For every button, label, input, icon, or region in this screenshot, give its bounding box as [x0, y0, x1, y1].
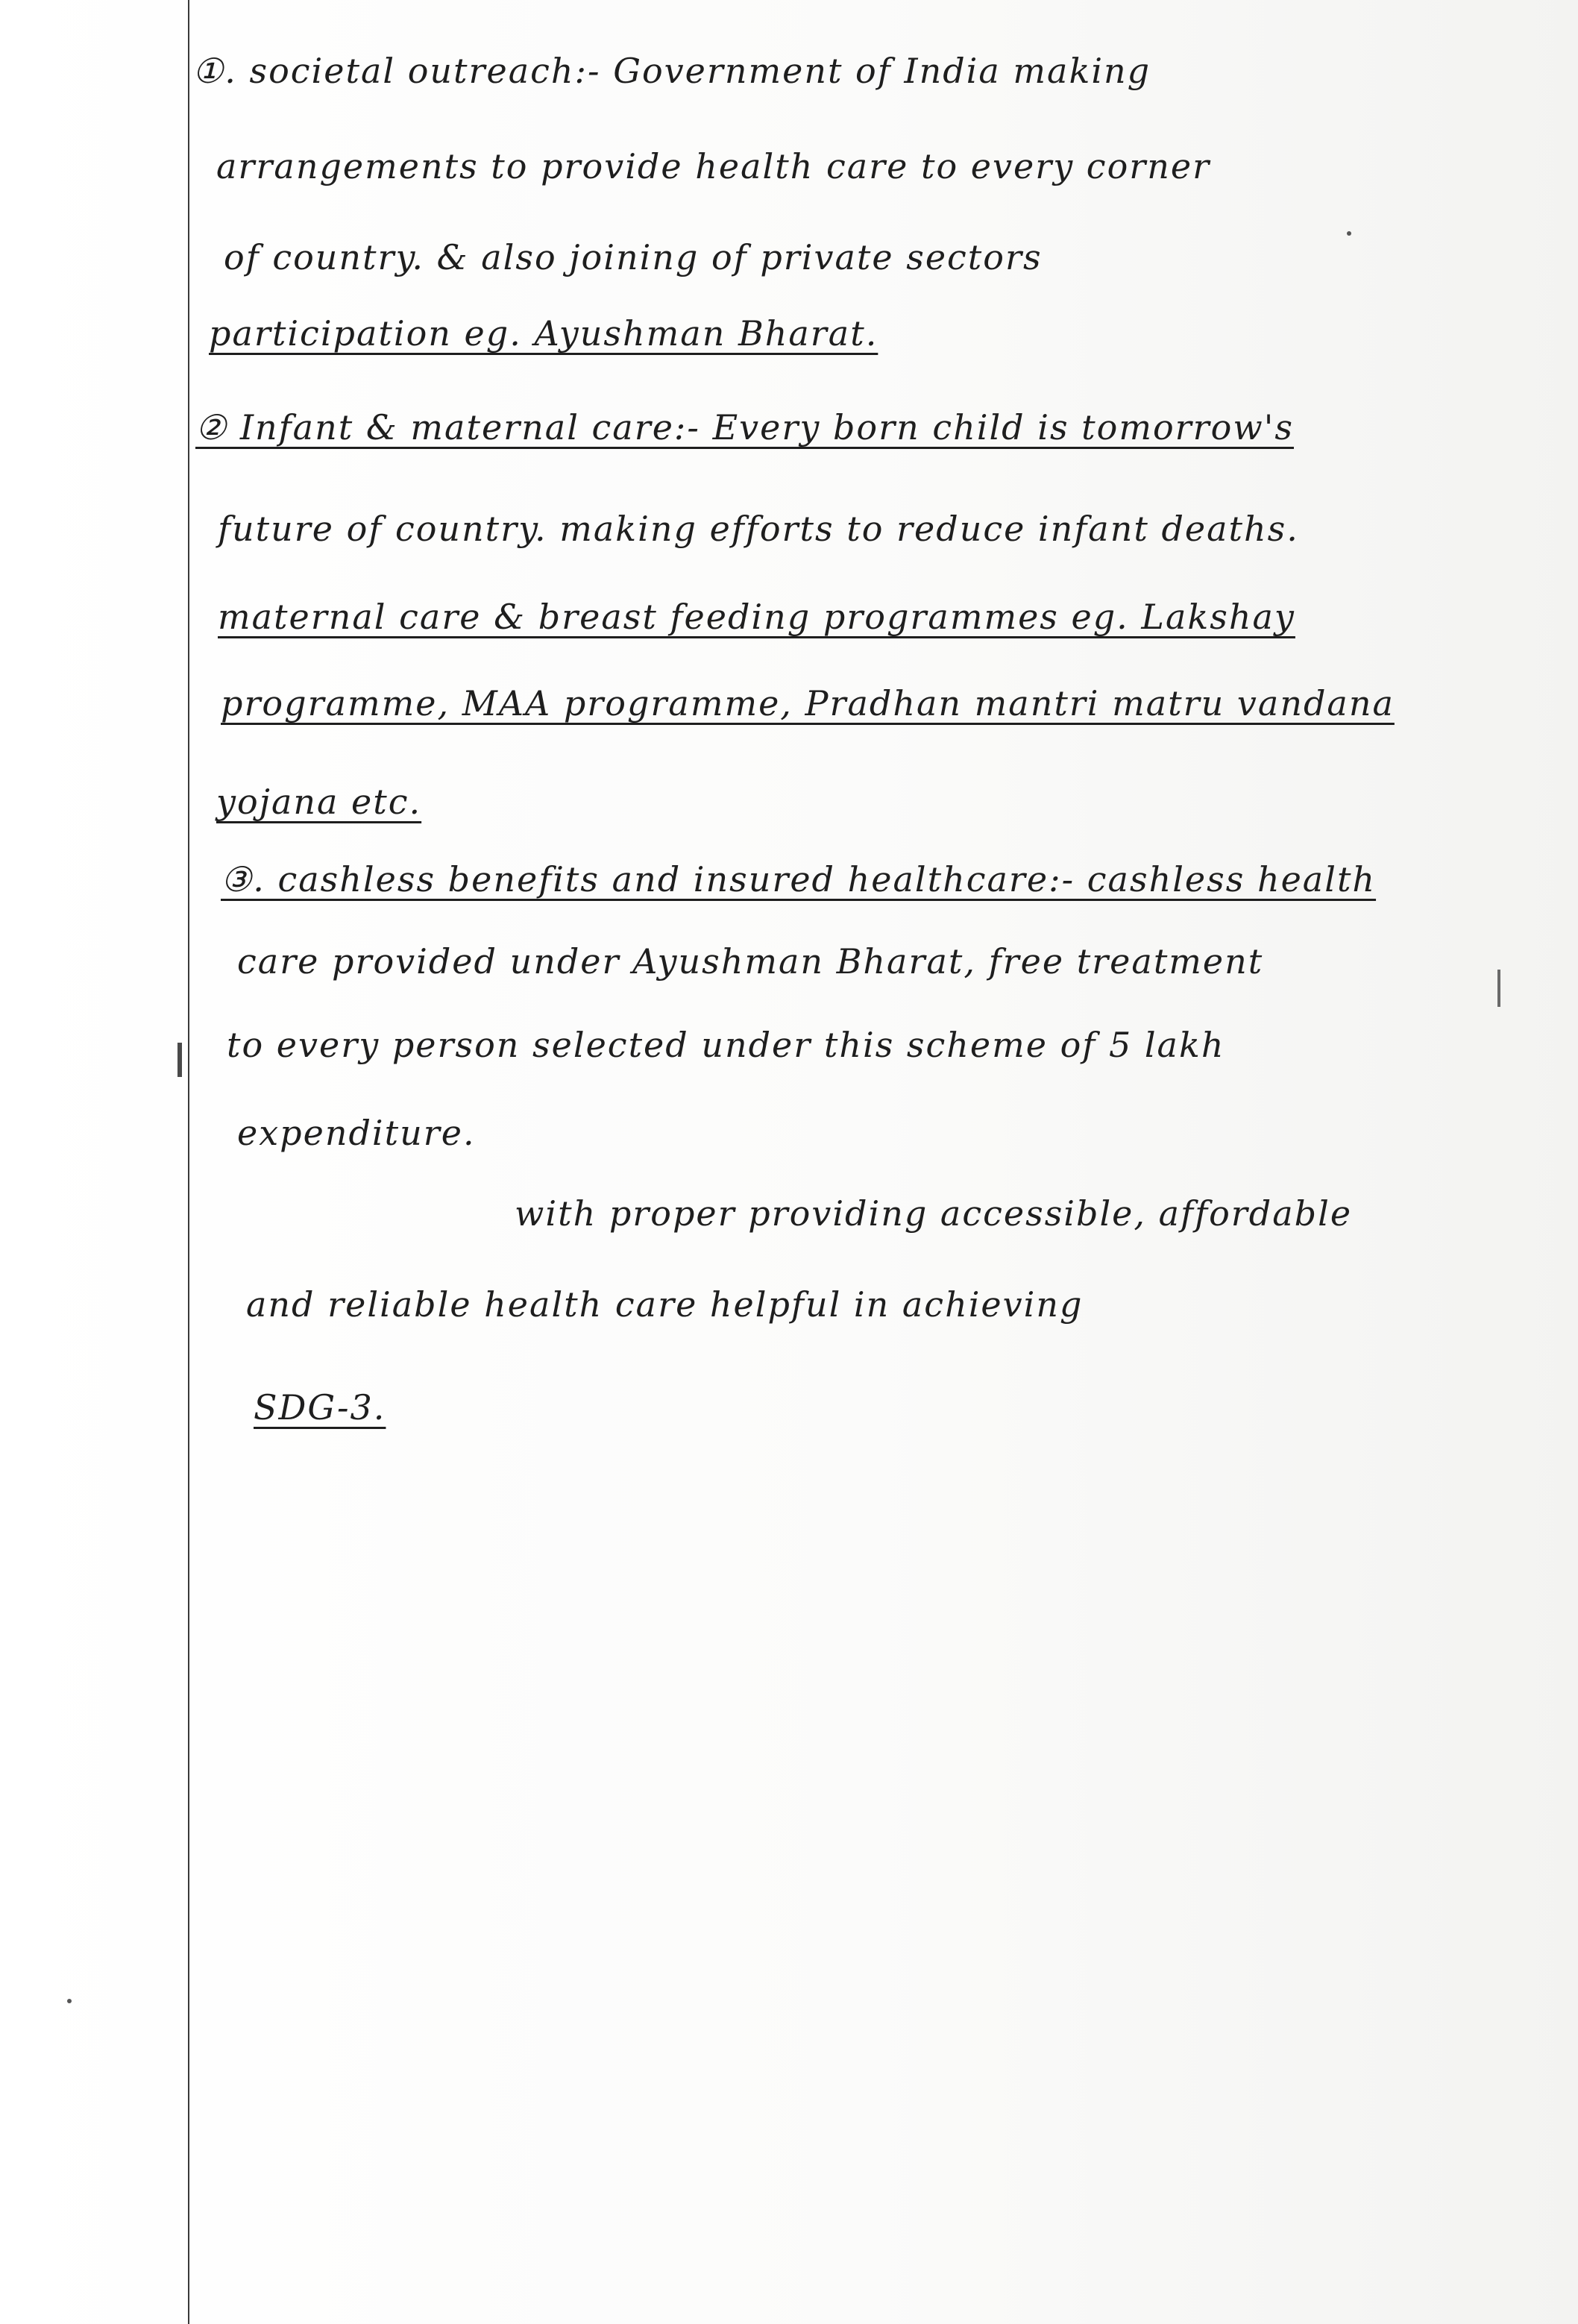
text-line-1: ①. societal outreach:- Government of India making	[192, 51, 1151, 91]
text-line-10: ③. cashless benefits and insured healthcare:- cashless health	[221, 859, 1377, 899]
margin-line	[188, 0, 189, 2324]
text-line-12: to every person selected under this scheme of 5 lakh	[227, 1025, 1225, 1065]
stray-mark	[1347, 231, 1351, 236]
text-line-5: ② Infant & maternal care:- Every born child is tomorrow's	[195, 407, 1294, 447]
text-line-15: and reliable health care helpful in achieving	[246, 1284, 1084, 1325]
text-line-4: participation eg. Ayushman Bharat.	[209, 313, 878, 354]
text-line-11: care provided under Ayushman Bharat, free treatment	[237, 941, 1264, 982]
text-line-16: SDG-3.	[254, 1387, 386, 1428]
text-line-2: arrangements to provide health care to every corner	[216, 146, 1211, 186]
text-line-13: expenditure.	[237, 1113, 476, 1153]
text-line-14: with proper providing accessible, affordable	[515, 1193, 1353, 1234]
edge-mark	[1497, 970, 1500, 1007]
text-line-8: programme, MAA programme, Pradhan mantri matru vandana	[221, 683, 1395, 723]
text-line-7: maternal care & breast feeding programmes eg. Lakshay	[218, 597, 1295, 637]
text-line-6: future of country. making efforts to reduce infant deaths.	[218, 509, 1299, 549]
stray-mark	[67, 1999, 72, 2003]
margin-mark	[177, 1043, 182, 1077]
text-line-3: of country. & also joining of private sectors	[224, 237, 1043, 277]
text-line-9: yojana etc.	[216, 782, 422, 822]
